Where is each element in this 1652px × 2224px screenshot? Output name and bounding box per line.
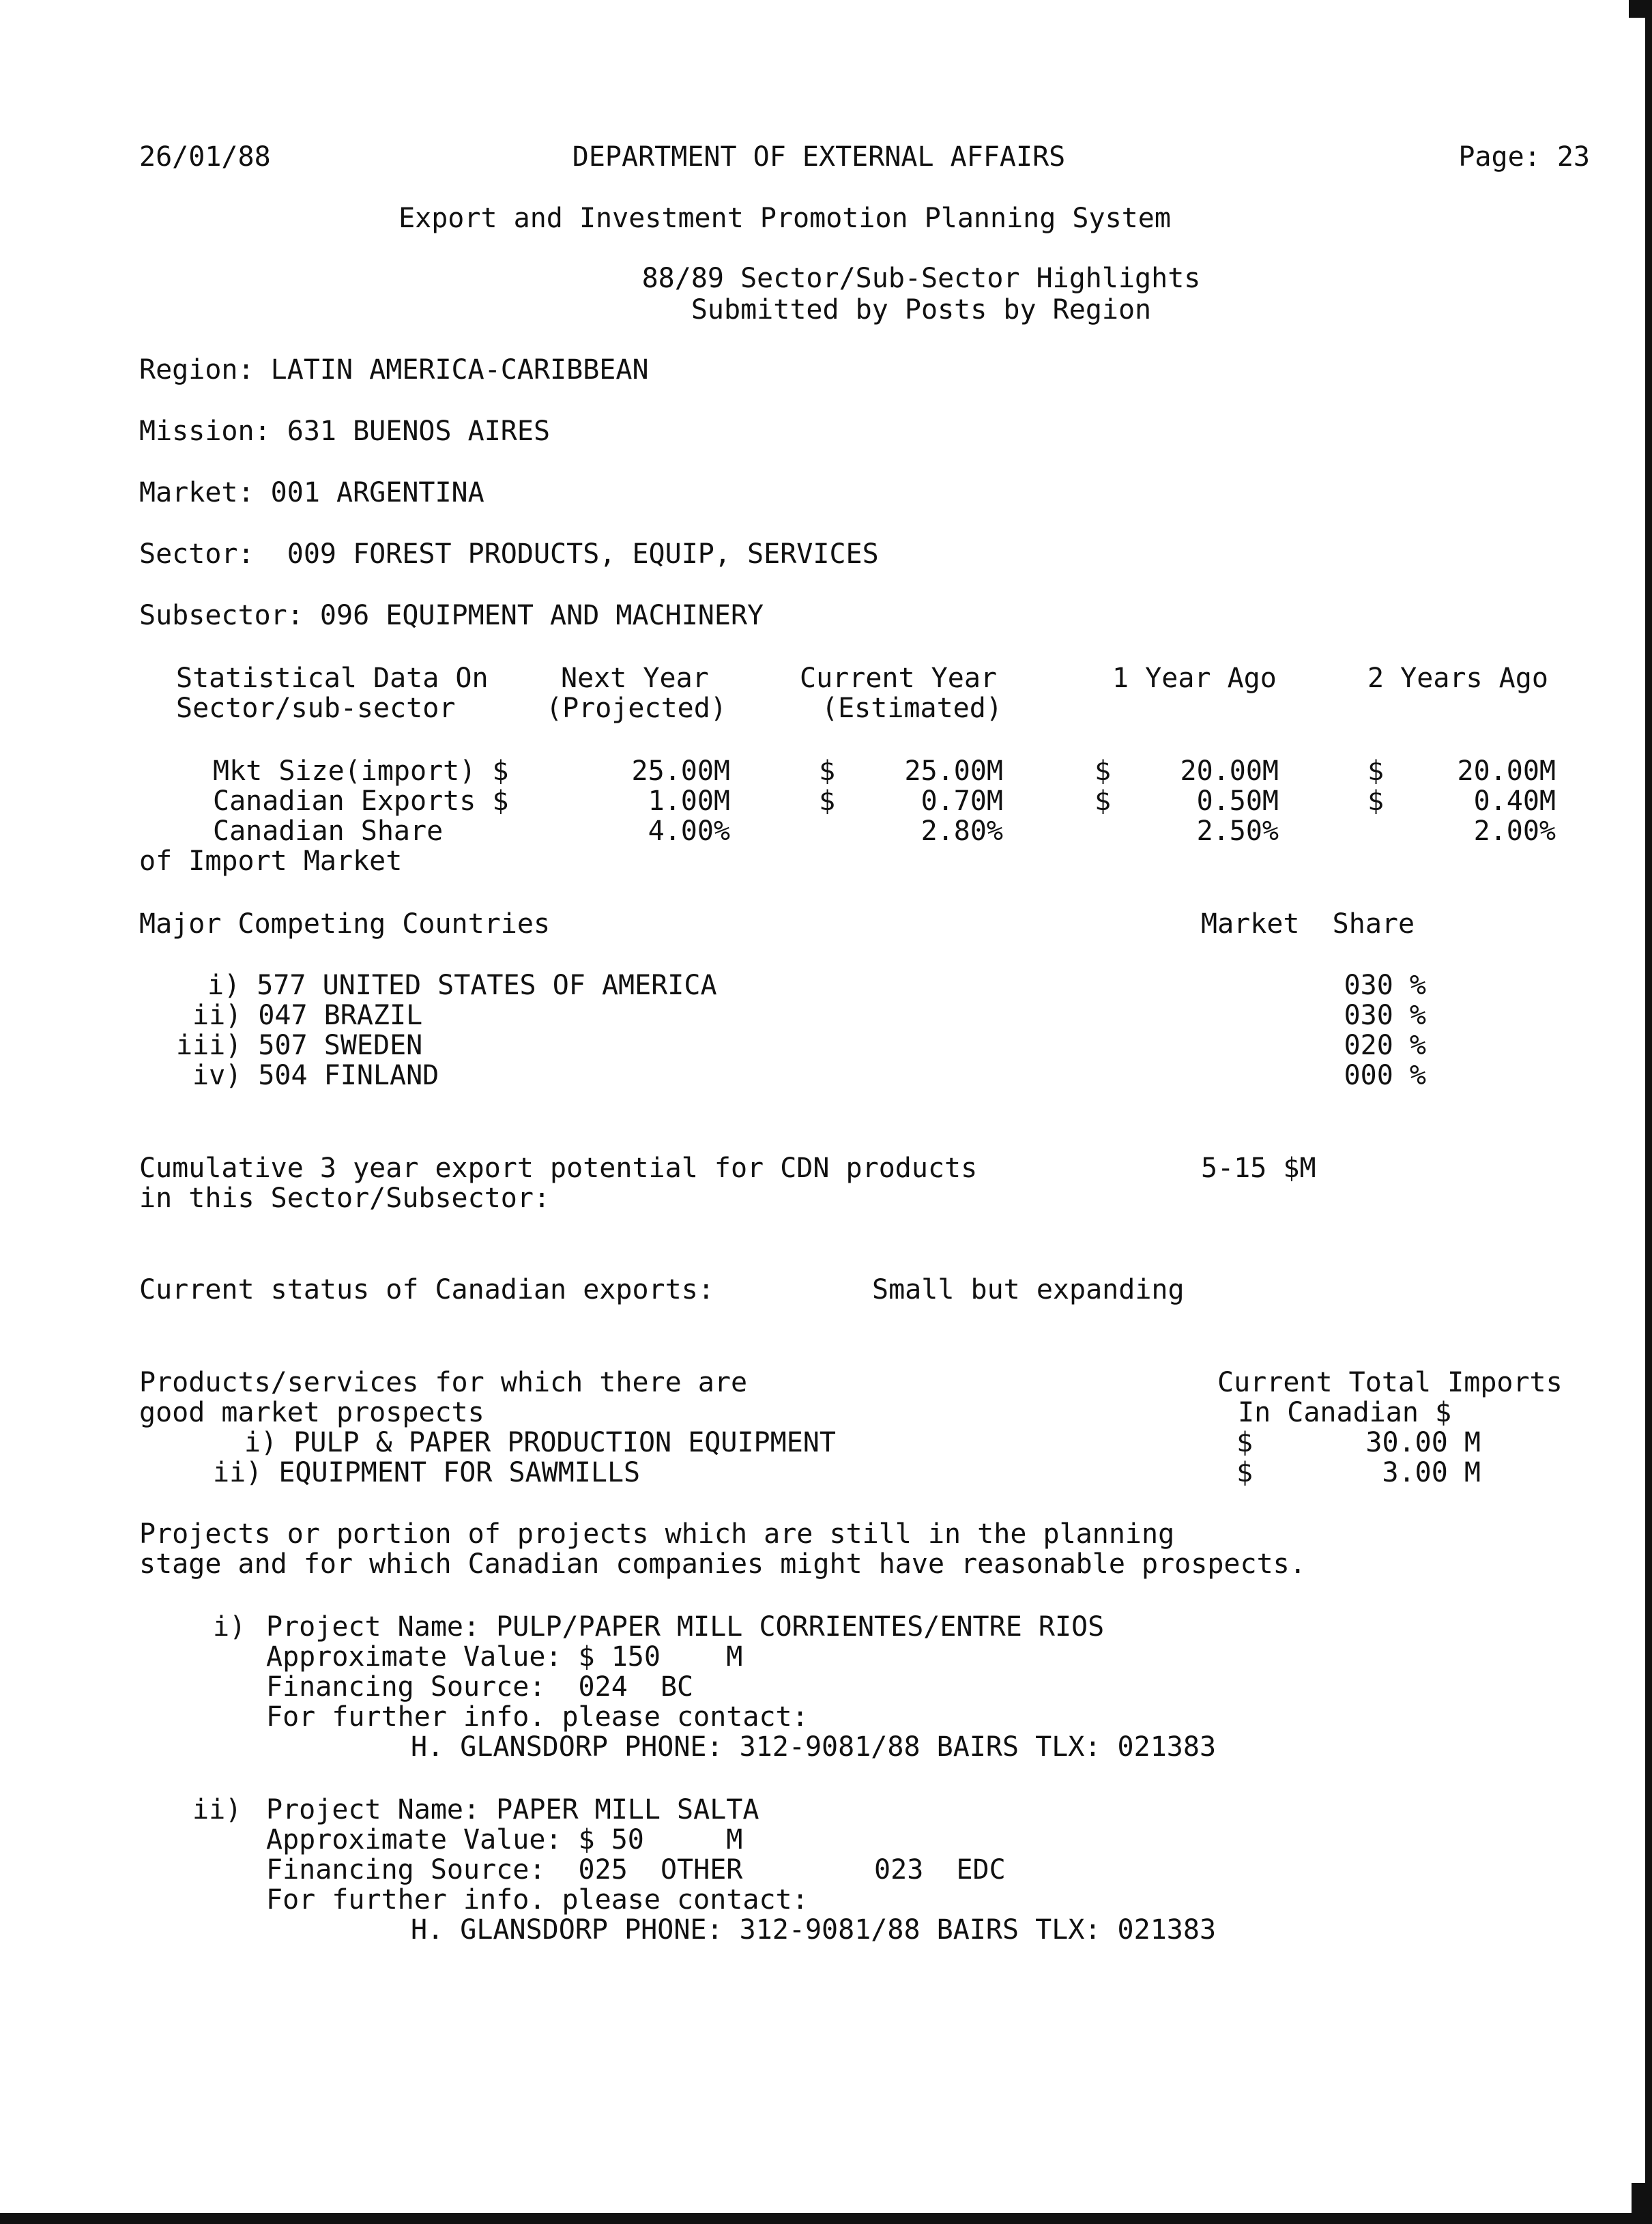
stats-cell: 20.00M: [1457, 755, 1556, 787]
col-header-1-year-ago: 1 Year Ago: [1112, 663, 1277, 694]
scan-edge-right: [1645, 0, 1652, 2224]
currency-symbol: $: [1367, 785, 1385, 817]
stats-row-label: Canadian Exports $: [213, 785, 509, 817]
stats-row-label: Canadian Share: [213, 815, 444, 847]
currency-symbol: $: [1095, 755, 1112, 787]
project-name: Project Name: PULP/PAPER MILL CORRIENTES/ENTRE RIOS: [266, 1611, 1105, 1643]
projects-intro-2: stage and for which Canadian companies might have reasonable prospects.: [139, 1548, 1306, 1580]
project-contact-label: For further info. please contact:: [266, 1884, 809, 1916]
region-field: Region: LATIN AMERICA-CARIBBEAN: [139, 354, 649, 386]
stats-cell: 2.80%: [921, 815, 1003, 847]
department-title: DEPARTMENT OF EXTERNAL AFFAIRS: [572, 141, 1066, 173]
stats-header-label-2: Sector/sub-sector: [176, 693, 456, 724]
stats-row-label: Mkt Size(import) $: [213, 755, 509, 787]
stats-header-label: Statistical Data On: [176, 663, 489, 694]
competitor-name: ii) 047 BRAZIL: [192, 1000, 423, 1031]
competitor-share: 000 %: [1344, 1060, 1426, 1091]
stats-cell: 20.00M: [1180, 755, 1279, 787]
project-name: Project Name: PAPER MILL SALTA: [266, 1794, 759, 1825]
report-subtitle: 88/89 Sector/Sub-Sector Highlights: [641, 263, 1201, 294]
products-heading-2: good market prospects: [139, 1397, 484, 1428]
scan-edge-bottom: [0, 2213, 1652, 2224]
stats-cell: 0.40M: [1473, 785, 1556, 817]
project-number: i): [213, 1611, 246, 1643]
col-subheader-next-year: (Projected): [546, 693, 727, 724]
stats-row-label-continued: of Import Market: [139, 846, 403, 877]
export-status-label: Current status of Canadian exports:: [139, 1274, 714, 1305]
col-header-next-year: Next Year: [561, 663, 709, 694]
stats-cell: 25.00M: [631, 755, 730, 787]
products-heading: Products/services for which there are: [139, 1367, 748, 1398]
project-value: Approximate Value: $ 50 M: [266, 1824, 743, 1855]
export-potential-label-2: in this Sector/Subsector:: [139, 1183, 551, 1214]
competitor-item: [136, 970, 781, 1000]
col-header-current-year: Current Year: [800, 663, 997, 694]
col-header-2-years-ago: 2 Years Ago: [1367, 663, 1548, 694]
project-number: ii): [192, 1794, 242, 1825]
product-import-value: 3.00 M: [1382, 1457, 1481, 1488]
currency-symbol: $: [1236, 1427, 1254, 1458]
report-subtitle-2: Submitted by Posts by Region: [691, 294, 1152, 326]
stats-cell: 0.70M: [921, 785, 1003, 817]
currency-symbol: $: [1367, 755, 1385, 787]
competitors-heading: Major Competing Countries: [139, 908, 551, 940]
competitor-name: i) 577 UNITED STATES OF AMERICA: [207, 970, 717, 1001]
scan-edge-corner: [1632, 2183, 1652, 2224]
system-title: Export and Investment Promotion Planning System: [398, 203, 1171, 234]
competitor-share: 030 %: [1344, 1000, 1426, 1031]
project-value: Approximate Value: $ 150 M: [266, 1641, 743, 1673]
project-financing: Financing Source: 025 OTHER 023 EDC: [266, 1854, 1006, 1886]
stats-cell: 25.00M: [904, 755, 1003, 787]
projects-intro: Projects or portion of projects which are still in the planning: [139, 1518, 1175, 1550]
market-share-heading: Market Share: [1201, 908, 1415, 940]
export-potential-label: Cumulative 3 year export potential for CDN products: [139, 1153, 978, 1184]
stats-cell: 0.50M: [1196, 785, 1279, 817]
competitor-name: iv) 504 FINLAND: [192, 1060, 439, 1091]
project-contact: H. GLANSDORP PHONE: 312-9081/88 BAIRS TLX: 021383: [411, 1914, 1217, 1946]
currency-symbol: $: [1236, 1457, 1254, 1488]
export-status-value: Small but expanding: [872, 1274, 1185, 1305]
competitor-name: iii) 507 SWEDEN: [176, 1030, 423, 1061]
stats-cell: 1.00M: [648, 785, 730, 817]
product-item: ii) EQUIPMENT FOR SAWMILLS: [213, 1457, 641, 1488]
competitor-share: 020 %: [1344, 1030, 1426, 1061]
product-import-value: 30.00 M: [1365, 1427, 1481, 1458]
project-contact: H. GLANSDORP PHONE: 312-9081/88 BAIRS TLX: 021383: [411, 1731, 1217, 1763]
currency-symbol: $: [819, 755, 836, 787]
product-item: i) PULP & PAPER PRODUCTION EQUIPMENT: [244, 1427, 836, 1458]
report-date: 26/01/88: [139, 141, 271, 173]
stats-cell: 2.50%: [1196, 815, 1279, 847]
market-field: Market: 001 ARGENTINA: [139, 477, 484, 508]
page-number: Page: 23: [1458, 141, 1590, 173]
stats-cell: 4.00%: [648, 815, 730, 847]
competitor-share: 030 %: [1344, 970, 1426, 1001]
subsector-field: Subsector: 096 EQUIPMENT AND MACHINERY: [139, 600, 764, 631]
export-potential-value: 5-15 $M: [1201, 1153, 1316, 1184]
scan-edge-right-tab: [1629, 0, 1652, 18]
col-subheader-current-year: (Estimated): [822, 693, 1002, 724]
stats-cell: 2.00%: [1473, 815, 1556, 847]
sector-field: Sector: 009 FOREST PRODUCTS, EQUIP, SERVICES: [139, 538, 879, 570]
mission-field: Mission: 631 BUENOS AIRES: [139, 416, 551, 447]
currency-symbol: $: [1095, 785, 1112, 817]
project-contact-label: For further info. please contact:: [266, 1701, 809, 1733]
imports-subheading: In Canadian $: [1238, 1397, 1452, 1428]
imports-heading: Current Total Imports: [1217, 1367, 1563, 1398]
project-financing: Financing Source: 024 BC: [266, 1671, 694, 1703]
currency-symbol: $: [819, 785, 836, 817]
